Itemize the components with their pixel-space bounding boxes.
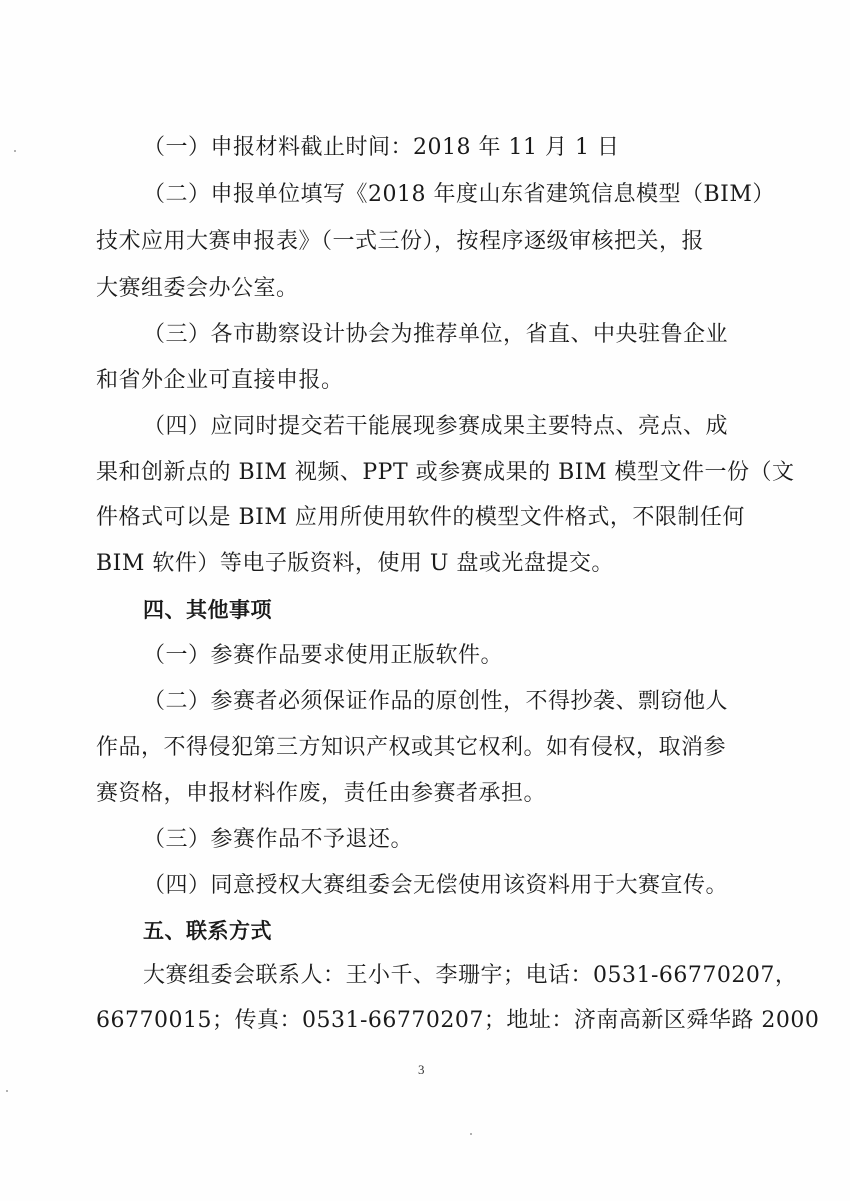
scan-speck: [14, 150, 16, 152]
paragraph-line: 技术应用大赛申报表》（一式三份），按程序逐级审核把关，报: [96, 229, 705, 254]
paragraph-line: （一）参赛作品要求使用正版软件。: [143, 643, 504, 668]
paragraph-line: （三）参赛作品不予退还。: [143, 827, 414, 852]
paragraph-line: BIM 软件）等电子版资料，使用 U 盘或光盘提交。: [96, 551, 614, 576]
page-number: 3: [418, 1062, 425, 1077]
paragraph-line: 大赛组委会办公室。: [96, 276, 299, 301]
paragraph-line: （三）各市勘察设计协会为推荐单位，省直、中央驻鲁企业: [143, 322, 729, 347]
paragraph-line: 和省外企业可直接申报。: [96, 368, 344, 393]
paragraph-line: 件格式可以是 BIM 应用所使用软件的模型文件格式，不限制任何: [96, 505, 745, 530]
paragraph-line: 大赛组委会联系人：王小千、李珊宇；电话：0531-66770207，: [143, 963, 798, 988]
paragraph-line: （二）参赛者必须保证作品的原创性，不得抄袭、剽窃他人: [143, 689, 729, 714]
paragraph-line: 作品，不得侵犯第三方知识产权或其它权利。如有侵权，取消参: [96, 735, 727, 760]
paragraph-line: （二）申报单位填写《2018 年度山东省建筑信息模型（BIM）: [143, 182, 775, 207]
section-heading: 四、其他事项: [143, 598, 272, 622]
section-heading: 五、联系方式: [143, 919, 272, 943]
paragraph-line: （四）应同时提交若干能展现参赛成果主要特点、亮点、成: [143, 414, 729, 439]
scan-speck: [6, 1090, 8, 1092]
scan-speck: [470, 1133, 472, 1135]
paragraph-line: 果和创新点的 BIM 视频、PPT 或参赛成果的 BIM 模型文件一份（文: [96, 460, 795, 485]
paragraph-line: （四）同意授权大赛组委会无偿使用该资料用于大赛宣传。: [143, 873, 729, 898]
paragraph-line: （一）申报材料截止时间：2018 年 11 月 1 日: [143, 135, 620, 160]
paragraph-line: 赛资格，申报材料作废，责任由参赛者承担。: [96, 781, 547, 806]
paragraph-line: 66770015；传真：0531-66770207；地址：济南高新区舜华路 2000: [96, 1008, 820, 1033]
